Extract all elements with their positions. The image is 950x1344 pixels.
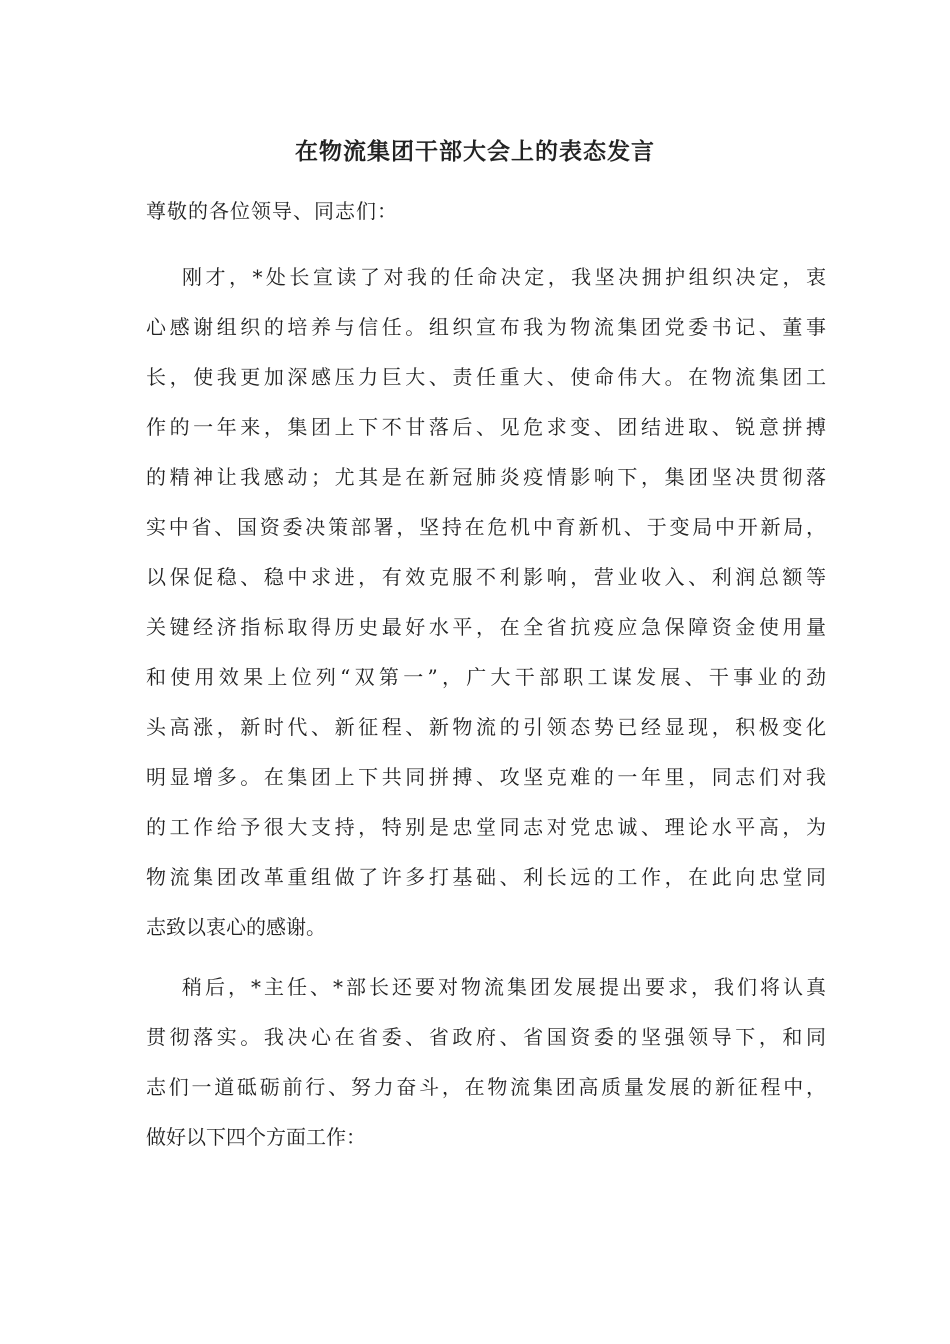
paragraph-line: 稍后，*主任、*部长还要对物流集团发展提出要求，我们将认真 (182, 975, 826, 999)
paragraph-line: 物流集团改革重组做了许多打基础、利长远的工作，在此向忠堂同 (146, 865, 826, 889)
paragraph-line: 做好以下四个方面工作： (146, 1125, 366, 1149)
paragraph-line: 头高涨，新时代、新征程、新物流的引领态势已经显现，积极变化 (146, 715, 826, 739)
salutation: 尊敬的各位领导、同志们： (146, 199, 398, 223)
paragraph-line: 贯彻落实。我决心在省委、省政府、省国资委的坚强领导下，和同 (146, 1025, 826, 1049)
paragraph-line: 和使用效果上位列“双第一”，广大干部职工谋发展、干事业的劲 (146, 665, 826, 689)
paragraph-line: 以保促稳、稳中求进，有效克服不利影响，营业收入、利润总额等 (146, 565, 826, 589)
paragraph-line: 作的一年来，集团上下不甘落后、见危求变、团结进取、锐意拼搏 (146, 415, 826, 439)
paragraph-line: 实中省、国资委决策部署，坚持在危机中育新机、于变局中开新局， (146, 515, 826, 539)
paragraph-line: 的工作给予很大支持，特别是忠堂同志对党忠诚、理论水平高，为 (146, 815, 826, 839)
paragraph-line: 志致以衷心的感谢。 (146, 915, 326, 939)
paragraph-line: 长，使我更加深感压力巨大、责任重大、使命伟大。在物流集团工 (146, 365, 826, 389)
paragraph-line: 明显增多。在集团上下共同拼搏、攻坚克难的一年里，同志们对我 (146, 765, 826, 789)
paragraph-appointment (146, 252, 826, 952)
paragraph-line: 刚才，*处长宣读了对我的任命决定，我坚决拥护组织决定，衷 (182, 265, 826, 289)
paragraph-line: 志们一道砥砺前行、努力奋斗，在物流集团高质量发展的新征程中， (146, 1075, 826, 1099)
paragraph-line: 心感谢组织的培养与信任。组织宣布我为物流集团党委书记、董事 (146, 315, 826, 339)
document-title: 在物流集团干部大会上的表态发言 (295, 138, 655, 165)
paragraph-line: 关键经济指标取得历史最好水平，在全省抗疫应急保障资金使用量 (146, 615, 826, 639)
paragraph-line: 的精神让我感动；尤其是在新冠肺炎疫情影响下，集团坚决贯彻落 (146, 465, 826, 489)
paragraph-commitment (146, 962, 826, 1162)
